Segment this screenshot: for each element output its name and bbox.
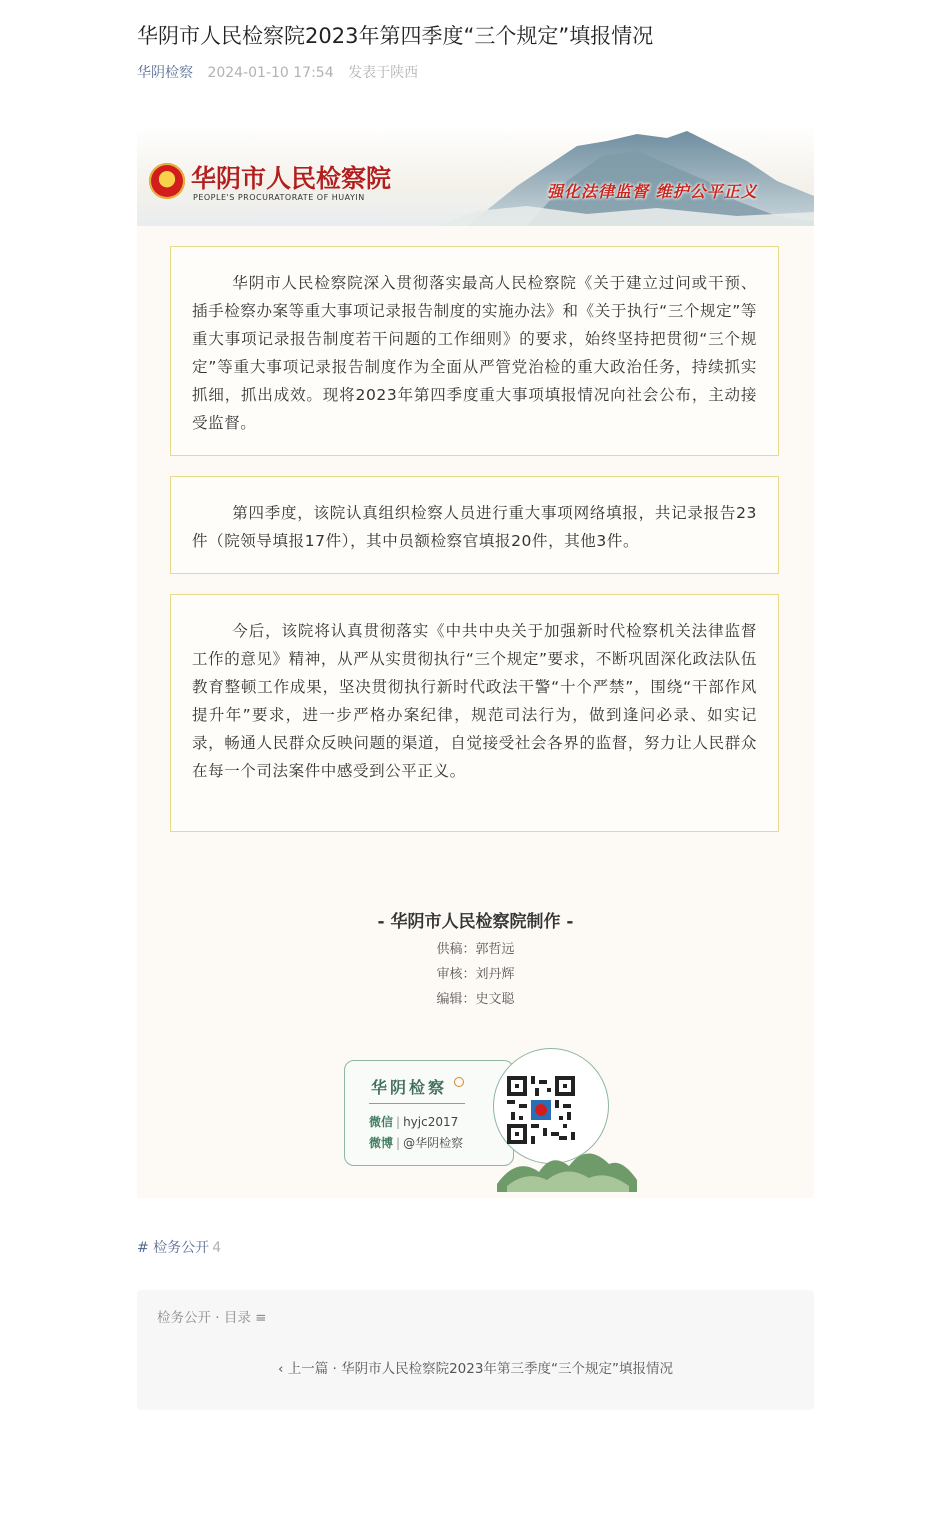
article-meta bbox=[137, 63, 418, 83]
banner-slogan: 强化法律监督 维护公平正义 bbox=[547, 182, 758, 201]
tag-label: # 检务公开 bbox=[137, 1240, 210, 1256]
article-title: 华阴市人民检察院2023年第四季度“三个规定”填报情况 bbox=[137, 24, 654, 48]
mountain-illustration bbox=[437, 126, 814, 226]
weibo-row bbox=[369, 1134, 463, 1152]
album-directory-link[interactable]: 检务公开 · 目录 ≡ bbox=[157, 1310, 267, 1326]
previous-article-link[interactable]: ‹ 上一篇 · 华阴市人民检察院2023年第三季度“三个规定”填报情况 bbox=[278, 1361, 673, 1377]
banner-org-name: 华阴市人民检察院 bbox=[191, 164, 392, 193]
credits-reviewer: 审核：刘丹辉 bbox=[436, 967, 515, 982]
paragraph-box-intro bbox=[170, 246, 779, 456]
paragraph-stats: 第四季度，该院认真组织检察人员进行重大事项网络填报，共记录报告23件（院领导填报17件），其中员额检察官填报20件，其他3件。 bbox=[192, 504, 757, 550]
card-brand: 华阴检察 bbox=[371, 1078, 448, 1097]
weibo-id: @华阴检察 bbox=[403, 1136, 464, 1150]
account-name-link[interactable]: 华阴检察 bbox=[137, 65, 193, 81]
follow-card bbox=[344, 1060, 514, 1166]
header-banner bbox=[137, 126, 814, 226]
paragraph-future: 今后，该院将认真贯彻落实《中共中央关于加强新时代检察机关法律监督工作的意见》精神，从严从实贯彻执行“三个规定”要求，不断巩固深化政法队伍教育整顿工作成果，坚决贯彻执行新时代政法干警“十个严禁”，围绕“干部作风提升年”要求，进一步严格办案纪律，规范司法行为，做到逢问必录、如实记录，畅通人民群众反映问题的渠道，自觉接受社会各界的监督，努力让人民群众在每一个司法案件中感受到公平正义。 bbox=[192, 622, 757, 780]
credits-contributor: 供稿：郭哲远 bbox=[436, 942, 515, 957]
banner-org-name-en: PEOPLE'S PROCURATORATE OF HUAYIN bbox=[193, 193, 365, 202]
national-emblem-icon bbox=[149, 163, 185, 199]
hill-decoration bbox=[497, 1134, 637, 1192]
weibo-separator: | bbox=[396, 1136, 401, 1150]
card-divider bbox=[369, 1103, 465, 1104]
brand-dot-icon bbox=[454, 1077, 464, 1087]
paragraph-box-stats bbox=[170, 476, 779, 574]
wechat-label: 微信 bbox=[369, 1115, 394, 1129]
paragraph-box-future bbox=[170, 594, 779, 832]
credits-maker: - 华阴市人民检察院制作 - bbox=[377, 912, 574, 932]
publish-time: 2024-01-10 17:54 bbox=[207, 65, 334, 81]
wechat-separator: | bbox=[396, 1115, 401, 1129]
wechat-row bbox=[369, 1113, 458, 1131]
tag-count: 4 bbox=[212, 1240, 222, 1256]
publish-location: 发表于陕西 bbox=[348, 65, 419, 81]
weibo-label: 微博 bbox=[369, 1136, 394, 1150]
wechat-id: hyjc2017 bbox=[403, 1115, 459, 1129]
credits-editor: 编辑：史文聪 bbox=[436, 992, 515, 1007]
article-body bbox=[137, 126, 814, 1198]
album-navigation bbox=[137, 1290, 814, 1410]
tag-link[interactable] bbox=[137, 1238, 221, 1258]
paragraph-intro: 华阴市人民检察院深入贯彻落实最高人民检察院《关于建立过问或干预、插手检察办案等重大事项记录报告制度的实施办法》和《关于执行“三个规定”等重大事项记录报告制度若干问题的工作细则》的要求，始终坚持把贯彻“三个规定”等重大事项记录报告制度作为全面从严管党治检的重大政治任务，持续抓实抓细，抓出成效。现将2023年第四季度重大事项填报情况向社会公布，主动接受监督。 bbox=[192, 274, 757, 432]
